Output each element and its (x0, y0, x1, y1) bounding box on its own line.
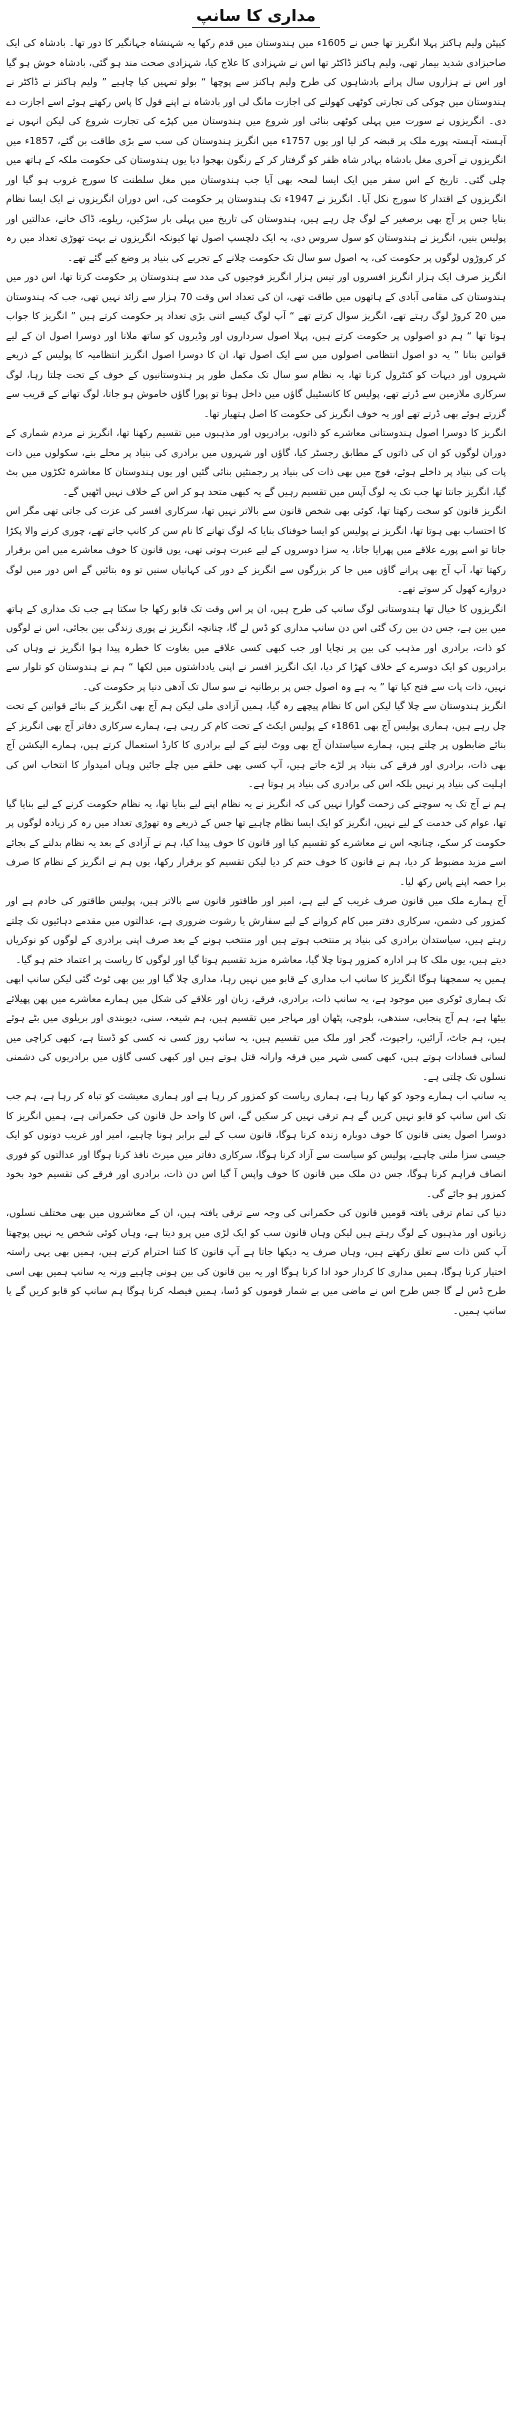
article-paragraph: کیپٹن ولیم ہاکنز پہلا انگریز تھا جس نے 1605ء میں ہندوستان میں قدم رکھا یہ شہنشاہ جہانگیر کا دور تھا۔ بادشاہ کی ایک صاحبزادی شدید بیمار تھی، ولیم ہاکنز ڈاکٹر تھا اس نے شہزادی کا علاج کیا، شہزادی صحت مند ہو گئی، بادشاہ خوش ہو گیا اور اس نے ہزاروں سال پرانے بادشاہوں کی طرح ولیم ہاکنز سے پوچھا “ بولو تمہیں کیا چاہیے ” ولیم ہاکنز نے ڈاکٹر نے ہندوستان میں چوکی کی تجارتی کوٹھی کھولنے کی اجازت مانگ لی اور بادشاہ نے اپنے قول کا پاس رکھتے ہوئے اسے اجازت دے دی۔ انگریزوں نے سورت میں پہلی کوٹھی بنائی اور شروع میں ہندوستان میں کپڑے کی تجارت شروع کی لیکن انہوں نے آہستہ آہستہ پورے ملک پر قبضہ کر لیا اور یوں 1757ء میں انگریز ہندوستان کی سب سے بڑی طاقت بن گئے، 1857ء میں انگریزوں نے آخری مغل بادشاہ بہادر شاہ ظفر کو گرفتار کر کے رنگون بھجوا دیا یوں ہندوستان کی حکومت ملکہ کے ہاتھ میں چلی گئی۔ تاریخ کے اس سفر میں ایک ایسا لمحہ بھی آیا جب ہندوستان میں مغل سلطنت کا سورج غروب ہو گیا اور انگریزوں کے اقتدار کا سورج نکل آیا۔ انگریز نے 1947ء تک ہندوستان پر حکومت کی، اس دوران انگریزوں نے ایک ایسا نظام بنایا جس پر آج بھی برصغیر کے لوگ چل رہے ہیں، ہندوستان کی تاریخ میں پہلی بار سڑکیں، ریلوے، ڈاک خانے، عدالتیں اور پولیس بنیں، انگریز نے ہندوستان کو سول سروس دی، یہ ایک دلچسپ اصول تھا کیونکہ انگریزوں نے بہت تھوڑی تعداد میں رہ کر کروڑوں لوگوں پر حکومت کی، یہ اصول سو سال تک حکومت چلانے کے تجربے کی بنیاد پر وضع کیے گئے تھے۔ (6, 38, 506, 264)
headline-container (6, 6, 506, 28)
article-paragraph: انگریزوں کا خیال تھا ہندوستانی لوگ سانپ کی طرح ہیں، ان پر اس وقت تک قابو رکھا جا سکتا ہے جب تک مداری کے ہاتھ میں بین ہے، جس دن بین رک گئی اس دن سانپ مداری کو ڈس لے گا، چنانچہ انگریز نے پوری زندگی بین بجائی، اس نے لوگوں کو ذات، برادری اور مذہب کی بین پر نچایا اور جب کبھی کسی علاقے میں بغاوت کا خطرہ پیدا ہوا انگریز نے وہاں کی برادریوں کو ایک دوسرے کے خلاف کھڑا کر دیا، ایک انگریز افسر نے اپنی یادداشتوں میں لکھا “ ہم نے ہندوستان کو تلوار سے نہیں، ذات پات سے فتح کیا تھا ” یہ ہے وہ اصول جس پر برطانیہ نے سو سال تک آدھی دنیا پر حکومت کی۔ (6, 603, 506, 693)
article-paragraph: انگریز ہندوستان سے چلا گیا لیکن اس کا نظام پیچھے رہ گیا، ہمیں آزادی ملی لیکن ہم آج بھی انگریز کے بنائے قوانین کے تحت چل رہے ہیں، ہماری پولیس آج بھی 1861ء کے پولیس ایکٹ کے تحت کام کر رہی ہے، ہمارے سرکاری دفاتر آج بھی انگریز کے بنائے ضابطوں پر چلتے ہیں، ہمارے سیاستدان آج بھی ووٹ لینے کے لیے برادری کا کارڈ استعمال کرتے ہیں، ہمارے الیکشن آج بھی ذات، برادری اور فرقے کی بنیاد پر لڑے جاتے ہیں، آپ کسی بھی حلقے میں چلے جائیں وہاں امیدوار کا انتخاب اس کی اہلیت کی بنیاد پر نہیں بلکہ اس کی برادری کی بنیاد پر ہوتا ہے۔ (6, 701, 506, 790)
article-paragraph: ہم نے آج تک یہ سوچنے کی زحمت گوارا نہیں کی کہ انگریز نے یہ نظام اپنے لیے بنایا تھا، یہ نظام حکومت کرنے کے لیے بنایا گیا تھا، عوام کی خدمت کے لیے نہیں، انگریز کو ایک ایسا نظام چاہیے تھا جس کے ذریعے وہ تھوڑی تعداد میں رہ کر زیادہ لوگوں پر حکومت کر سکے، چنانچہ اس نے معاشرے کو تقسیم کیا اور قانون کا خوف پیدا کیا، ہم نے آزادی کے بعد یہ نظام بدلنے کے بجائے اسے مزید مضبوط کر دیا، ہم نے قانون کا خوف ختم کر دیا لیکن تقسیم کو برقرار رکھا، یوں ہم نے انگریز کے نظام کا صرف برا حصہ اپنے پاس رکھ لیا۔ (6, 798, 506, 888)
article-paragraph: انگریز صرف ایک ہزار انگریز افسروں اور تیس ہزار انگریز فوجیوں کی مدد سے ہندوستان پر حکومت کرتا تھا، اس دور میں ہندوستان کی مقامی آبادی کے ہاتھوں میں طاقت تھی، ان کی تعداد اس وقت 70 ہزار سے زائد نہیں تھی، جب کہ ہندوستان میں 20 کروڑ لوگ رہتے تھے، انگریز سوال کرتے تھے “ آپ لوگ کیسے اتنی بڑی تعداد پر حکومت کرتے ہیں ” انگریز کا جواب ہوتا تھا “ ہم دو اصولوں پر حکومت کرتے ہیں، پہلا اصول سرداروں اور وڈیروں کو ساتھ ملانا اور دوسرا اصول ان کے لیے قوانین بنانا ” یہ دو اصول انتظامی اصولوں میں سے ایک اصول تھا، ان کا دوسرا اصول انگریز انتظامیہ کا پولیس کے ذریعے شہروں اور دیہات کو کنٹرول کرنا تھا، یہ نظام سو سال تک مکمل طور پر ہندوستانیوں کے خوف کے تحت چلتا رہا، لوگ سرکاری ملازمین سے ڈرتے تھے، پولیس کا کانسٹیبل گاؤں میں داخل ہوتا تو پورا گاؤں خاموش ہو جاتا، لوگ تھانے کے قریب سے گزرتے ہوئے بھی ڈرتے تھے اور یہ خوف انگریز کی حکومت کا اصل ہتھیار تھا۔ (6, 272, 506, 420)
article-paragraph: انگریز قانون کو سخت رکھتا تھا، کوئی بھی شخص قانون سے بالاتر نہیں تھا، سرکاری افسر کی عزت کی جاتی تھی مگر اس کا احتساب بھی ہوتا تھا، انگریز نے پولیس کو ایسا خوفناک بنایا کہ لوگ تھانے کا نام سن کر کانپ جاتے تھے، چوری کرنے والا پکڑا جاتا تو اسے پورے علاقے میں پھرایا جاتا، یہ سزا دوسروں کے لیے عبرت ہوتی تھی، یوں قانون کا خوف معاشرے میں امن برقرار رکھتا تھا، آپ آج بھی پرانے گاؤں میں جا کر بزرگوں سے انگریز کے دور کی کہانیاں سنیں تو وہ بتائیں گے اس دور میں لوگ دروازے کھول کر سوتے تھے۔ (6, 506, 506, 595)
article-paragraph: آج ہمارے ملک میں قانون صرف غریب کے لیے ہے، امیر اور طاقتور قانون سے بالاتر ہیں، پولیس طاقتور کی خادم ہے اور کمزور کی دشمن، سرکاری دفتر میں کام کروانے کے لیے سفارش یا رشوت ضروری ہے، عدالتوں میں مقدمے دہائیوں تک چلتے رہتے ہیں، سیاستدان برادری کی بنیاد پر منتخب ہوتے ہیں اور منتخب ہونے کے بعد صرف اپنی برادری کے لوگوں کو نوکریاں دیتے ہیں، یوں ملک کا ہر ادارہ کمزور ہوتا چلا گیا، معاشرہ مزید تقسیم ہوتا گیا اور لوگوں کا ریاست پر اعتماد ختم ہو گیا۔ (6, 896, 506, 966)
article-paragraph: یہ سانپ اب ہمارے وجود کو کھا رہا ہے، ہماری ریاست کو کمزور کر رہا ہے اور ہماری معیشت کو تباہ کر رہا ہے، ہم جب تک اس سانپ کو قابو نہیں کریں گے ہم ترقی نہیں کر سکیں گے، اس کا واحد حل قانون کی حکمرانی ہے، ہمیں انگریز کا دوسرا اصول یعنی قانون کا خوف دوبارہ زندہ کرنا ہوگا، قانون سب کے لیے برابر ہونا چاہیے، امیر اور غریب دونوں کو ایک جیسی سزا ملنی چاہیے، پولیس کو سیاست سے آزاد کرنا ہوگا، سرکاری دفاتر میں میرٹ نافذ کرنا ہوگا اور عدالتوں کو فوری انصاف فراہم کرنا ہوگا، جس دن ملک میں قانون کا خوف واپس آ گیا اس دن ذات، برادری اور فرقے کی تقسیم خود بخود کمزور ہو جائے گی۔ (6, 1091, 506, 1200)
article-paragraph: دنیا کی تمام ترقی یافتہ قومیں قانون کی حکمرانی کی وجہ سے ترقی یافتہ ہیں، ان کے معاشروں میں بھی مختلف نسلوں، زبانوں اور مذہبوں کے لوگ رہتے ہیں لیکن وہاں قانون سب کو ایک لڑی میں پرو دیتا ہے، وہاں کوئی شخص یہ نہیں پوچھتا آپ کس ذات سے تعلق رکھتے ہیں، وہاں صرف یہ دیکھا جاتا ہے آپ قانون کا کتنا احترام کرتے ہیں، ہمیں بھی یہی راستہ اختیار کرنا ہوگا، ہمیں مداری کا کردار خود ادا کرنا ہوگا اور یہ بین قانون کی بین ہونی چاہیے ورنہ یہ سانپ ہمیں بھی اسی طرح ڈس لے گا جس طرح اس نے ماضی میں بے شمار قوموں کو ڈسا، ہمیں فیصلہ کرنا ہوگا ہم سانپ کو قابو کریں گے یا سانپ ہمیں۔ (6, 1208, 506, 1317)
article-headline: مداری کا سانپ (192, 6, 320, 28)
article-body (6, 34, 506, 1321)
article-paragraph: انگریز کا دوسرا اصول ہندوستانی معاشرے کو ذاتوں، برادریوں اور مذہبوں میں تقسیم رکھنا تھا، انگریز نے مردم شماری کے دوران لوگوں کو ان کی ذاتوں کے مطابق رجسٹر کیا، گاؤں اور شہروں میں برادری کی بنیاد پر محلے بنے، سکولوں میں ذات پات کی بنیاد پر داخلے ہوئے، فوج میں بھی ذات کی بنیاد پر رجمنٹیں بنائی گئیں اور یوں ہندوستان کا معاشرہ ٹکڑوں میں بٹ گیا، انگریز جانتا تھا جب تک یہ لوگ آپس میں تقسیم رہیں گے یہ کبھی متحد ہو کر اس کے خلاف نہیں اٹھیں گے۔ (6, 428, 506, 498)
article-paragraph: ہمیں یہ سمجھنا ہوگا انگریز کا سانپ اب مداری کے قابو میں نہیں رہا، مداری چلا گیا اور بین بھی ٹوٹ گئی لیکن سانپ ابھی تک ہماری ٹوکری میں موجود ہے، یہ سانپ ذات، برادری، فرقے، زبان اور علاقے کی شکل میں ہمارے معاشرے میں پھن پھیلائے بیٹھا ہے، ہم آج پنجابی، سندھی، بلوچی، پٹھان اور مہاجر میں تقسیم ہیں، ہم شیعہ، سنی، دیوبندی اور بریلوی میں بٹے ہوئے ہیں، ہم جاٹ، آرائیں، راجپوت، گجر اور ملک میں تقسیم ہیں، یہ سانپ روز کسی نہ کسی کو ڈستا ہے، کبھی کراچی میں لسانی فسادات ہوتے ہیں، کبھی کسی شہر میں فرقہ وارانہ قتل ہوتے ہیں اور کبھی کسی گاؤں میں برادریوں کی دشمنی نسلوں تک چلتی ہے۔ (6, 974, 506, 1083)
